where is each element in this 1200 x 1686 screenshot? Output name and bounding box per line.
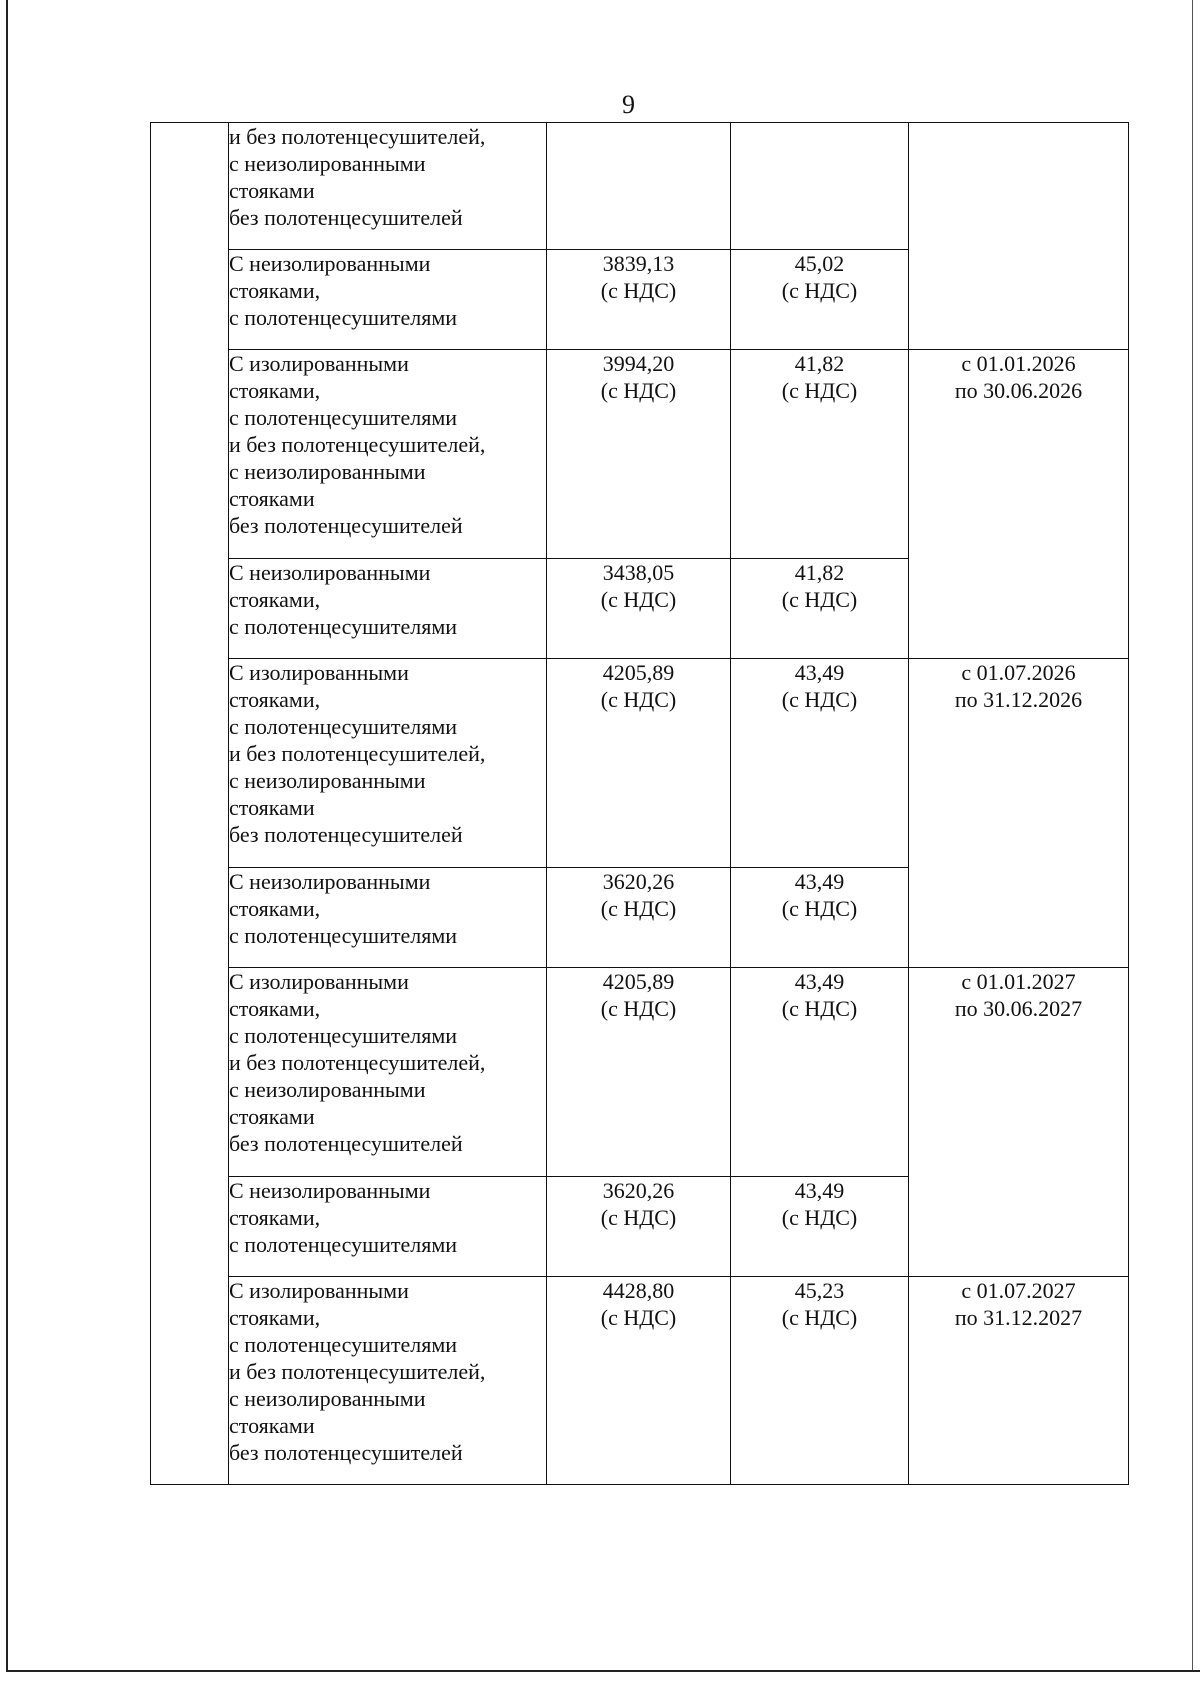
tariff-value: 3994,20 (602, 351, 675, 376)
description-line: с полотенцесушителями (229, 305, 458, 330)
period-to: по 30.06.2026 (954, 378, 1083, 403)
vat-note: (с НДС) (600, 896, 677, 921)
tariff-value-cell (547, 350, 731, 559)
description-line: С неизолированными (229, 1178, 431, 1203)
description-line: С изолированными (229, 351, 409, 376)
description-cell (229, 123, 547, 250)
tariff-value-cell (547, 123, 731, 250)
description-line: и без полотенцесушителей, (229, 432, 486, 457)
tariff-value: 4205,89 (602, 969, 675, 994)
tariff-value-cell (731, 123, 909, 250)
description-line: без полотенцесушителей (229, 205, 463, 230)
tariff-value-cell (731, 1177, 909, 1277)
tariff-value-cell (547, 559, 731, 659)
tariff-value: 43,49 (794, 969, 845, 994)
page-number: 9 (622, 90, 635, 119)
vat-note: (с НДС) (600, 278, 677, 303)
vat-note: (с НДС) (781, 278, 858, 303)
tariff-value: 3438,05 (602, 560, 675, 585)
tariff-value: 45,23 (794, 1278, 845, 1303)
description-line: С изолированными (229, 969, 409, 994)
vat-note: (с НДС) (600, 587, 677, 612)
tariff-value: 41,82 (794, 560, 845, 585)
description-cell (229, 659, 547, 868)
description-cell (229, 868, 547, 968)
description-line: с неизолированными (229, 151, 426, 176)
scan-frame-left (6, 0, 8, 1670)
description-line: без полотенцесушителей (229, 1131, 463, 1156)
description-line: С неизолированными (229, 869, 431, 894)
tariff-value-cell (547, 250, 731, 350)
scan-frame-bottom (6, 1670, 1200, 1672)
tariff-value-cell (731, 659, 909, 868)
description-line: стояками (229, 486, 315, 511)
description-line: С изолированными (229, 660, 409, 685)
vat-note: (с НДС) (781, 378, 858, 403)
period-from: с 01.01.2026 (961, 351, 1076, 376)
tariff-value: 43,49 (794, 660, 845, 685)
vat-note: (с НДС) (781, 896, 858, 921)
tariff-value-cell (547, 1177, 731, 1277)
description-line: с полотенцесушителями (229, 1232, 458, 1257)
description-line: с полотенцесушителями (229, 714, 458, 739)
table-row (151, 968, 1129, 1177)
description-line: и без полотенцесушителей, (229, 1050, 486, 1075)
tariff-value-cell (731, 1277, 909, 1485)
tariff-value: 3620,26 (602, 1178, 675, 1203)
table-row (151, 350, 1129, 559)
index-cell (151, 123, 229, 1485)
vat-note: (с НДС) (600, 996, 677, 1021)
tariff-value: 43,49 (794, 1178, 845, 1203)
vat-note: (с НДС) (600, 687, 677, 712)
description-line: стояками, (229, 1305, 321, 1330)
tariff-value: 43,49 (794, 869, 845, 894)
vat-note: (с НДС) (781, 1305, 858, 1330)
description-cell (229, 250, 547, 350)
description-line: без полотенцесушителей (229, 1440, 463, 1465)
description-cell (229, 1277, 547, 1485)
description-line: стояками, (229, 587, 321, 612)
description-line: с полотенцесушителями (229, 405, 458, 430)
description-line: С изолированными (229, 1278, 409, 1303)
description-cell (229, 350, 547, 559)
scan-frame-right (1192, 0, 1193, 1670)
tariff-value: 4205,89 (602, 660, 675, 685)
description-line: с неизолированными (229, 768, 426, 793)
description-line: без полотенцесушителей (229, 513, 463, 538)
vat-note: (с НДС) (781, 587, 858, 612)
description-line: с полотенцесушителями (229, 1332, 458, 1357)
period-cell (909, 968, 1129, 1277)
tariff-value: 3620,26 (602, 869, 675, 894)
description-line: с неизолированными (229, 1386, 426, 1411)
tariff-value-cell (731, 968, 909, 1177)
description-line: и без полотенцесушителей, (229, 741, 486, 766)
description-line: стояками (229, 795, 315, 820)
table-row (151, 659, 1129, 868)
description-line: стояками, (229, 278, 321, 303)
description-line: стояками, (229, 1205, 321, 1230)
description-line: и без полотенцесушителей, (229, 124, 486, 149)
description-cell (229, 968, 547, 1177)
description-line: стояками (229, 178, 315, 203)
period-from: с 01.07.2026 (961, 660, 1076, 685)
description-line: с полотенцесушителями (229, 614, 458, 639)
period-cell (909, 123, 1129, 350)
period-cell (909, 659, 1129, 968)
description-line: С неизолированными (229, 251, 431, 276)
table-row (151, 1277, 1129, 1485)
description-line: с неизолированными (229, 1077, 426, 1102)
tariff-value-cell (547, 968, 731, 1177)
description-line: стояками (229, 1413, 315, 1438)
tariff-value: 45,02 (794, 251, 845, 276)
tariff-value: 41,82 (794, 351, 845, 376)
tariff-value-cell (731, 250, 909, 350)
vat-note: (с НДС) (781, 1205, 858, 1230)
tariff-value-cell (547, 659, 731, 868)
description-line: стояками, (229, 378, 321, 403)
period-to: по 31.12.2027 (954, 1305, 1083, 1330)
vat-note: (с НДС) (600, 1205, 677, 1230)
description-line: стояками (229, 1104, 315, 1129)
tariff-value-cell (547, 868, 731, 968)
description-line: с полотенцесушителями (229, 1023, 458, 1048)
tariff-table (150, 122, 1129, 1485)
period-from: с 01.01.2027 (961, 969, 1076, 994)
table-row (151, 123, 1129, 250)
vat-note: (с НДС) (600, 378, 677, 403)
tariff-value-cell (731, 350, 909, 559)
vat-note: (с НДС) (781, 687, 858, 712)
description-cell (229, 559, 547, 659)
description-line: стояками, (229, 896, 321, 921)
period-to: по 31.12.2026 (954, 687, 1083, 712)
description-cell (229, 1177, 547, 1277)
period-cell (909, 350, 1129, 659)
tariff-value-cell (731, 868, 909, 968)
description-line: стояками, (229, 996, 321, 1021)
description-line: и без полотенцесушителей, (229, 1359, 486, 1384)
description-line: стояками, (229, 687, 321, 712)
tariff-value-cell (731, 559, 909, 659)
vat-note: (с НДС) (600, 1305, 677, 1330)
period-from: с 01.07.2027 (961, 1278, 1076, 1303)
period-cell (909, 1277, 1129, 1485)
tariff-value-cell (547, 1277, 731, 1485)
tariff-value: 4428,80 (602, 1278, 675, 1303)
description-line: с полотенцесушителями (229, 923, 458, 948)
period-to: по 30.06.2027 (954, 996, 1083, 1021)
description-line: с неизолированными (229, 459, 426, 484)
description-line: С неизолированными (229, 560, 431, 585)
vat-note: (с НДС) (781, 996, 858, 1021)
tariff-value: 3839,13 (602, 251, 675, 276)
description-line: без полотенцесушителей (229, 822, 463, 847)
